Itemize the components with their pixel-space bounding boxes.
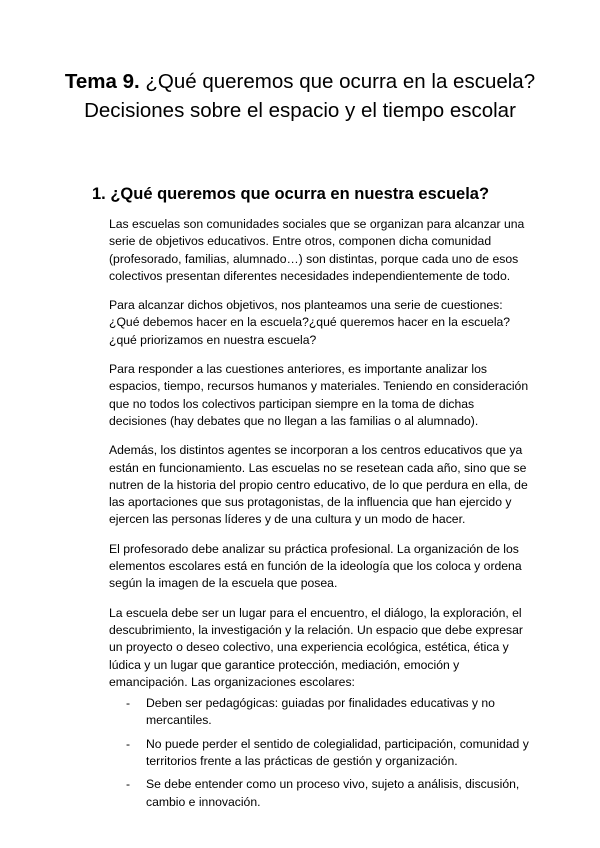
document-title [60,68,540,125]
list-item [109,736,529,771]
paragraph: Para alcanzar dichos objetivos, nos planteamos una serie de cuestiones: ¿Qué debemos hacer en la escuela?¿qué queremos hacer en la escuela?¿qué priorizamos en nuestra escuela? [109,298,511,347]
list-item [109,695,529,730]
list-item-text: Deben ser pedagógicas: guiadas por finalidades educativas y no mercantiles. [146,696,495,728]
paragraph: Para responder a las cuestiones anteriores, es importante analizar los espacios, tiempo, recursos humanos y materiales. Teniendo en consideración que no todos los colectivos participan siempre en la toma de dichas decisiones (hay debates que no llegan a las familias o al alumnado). [109,362,529,428]
title-number: Tema 9. [64,70,140,93]
bullet-list [109,695,529,811]
bullet-marker: - [126,736,131,751]
bullet-marker: - [126,777,131,792]
paragraph: La escuela debe ser un lugar para el encuentro, el diálogo, la exploración, el descubrimiento, la investigación y la relación. Un espacio que debe expresar un proyecto o deseo colectivo, una experiencia ecológica, estética, ética y lúdica y un lugar que garantice protección, mediación, emoción y emancipación. Las organizaciones escolares: [109,605,523,689]
title-text: ¿Qué queremos que ocurra en la escuela? Decisiones sobre el espacio y el tiempo escolar [84,70,536,122]
paragraph: Además, los distintos agentes se incorporan a los centros educativos que ya están en funcionamiento. Las escuelas no se resetean cada año, sino que se nutren de la historia del propio centro educativo, de lo que perdura en ella, de las aportaciones que sus protagonistas, de la influencia que han ejercido y ejercen las personas líderes y de una cultura y un modo de hacer. [109,443,528,527]
paragraph: El profesorado debe analizar su práctica profesional. La organización de los elementos escolares está en función de la ideología que los coloca y ordena según la imagen de la escuela que posea. [109,541,522,591]
list-item-text: No puede perder el sentido de colegialidad, participación, comunidad y territorios frente a las prácticas de gestión y organización. [146,736,529,769]
list-item-text: Se debe entender como un proceso vivo, sujeto a análisis, discusión, cambio e innovación. [146,777,520,809]
section-body [109,216,529,817]
paragraph: Las escuelas son comunidades sociales que se organizan para alcanzar una serie de objetivos educativos. Entre otros, componen dicha comunidad (profesorado, familias, alumnado…) son distintas, porque cada uno de esos colectivos presentan diferentes necesidades independientemente de todo. [109,217,525,283]
section-heading: 1. ¿Qué queremos que ocurra en nuestra escuela? [92,185,490,203]
bullet-marker: - [126,696,131,711]
list-item [109,776,529,811]
